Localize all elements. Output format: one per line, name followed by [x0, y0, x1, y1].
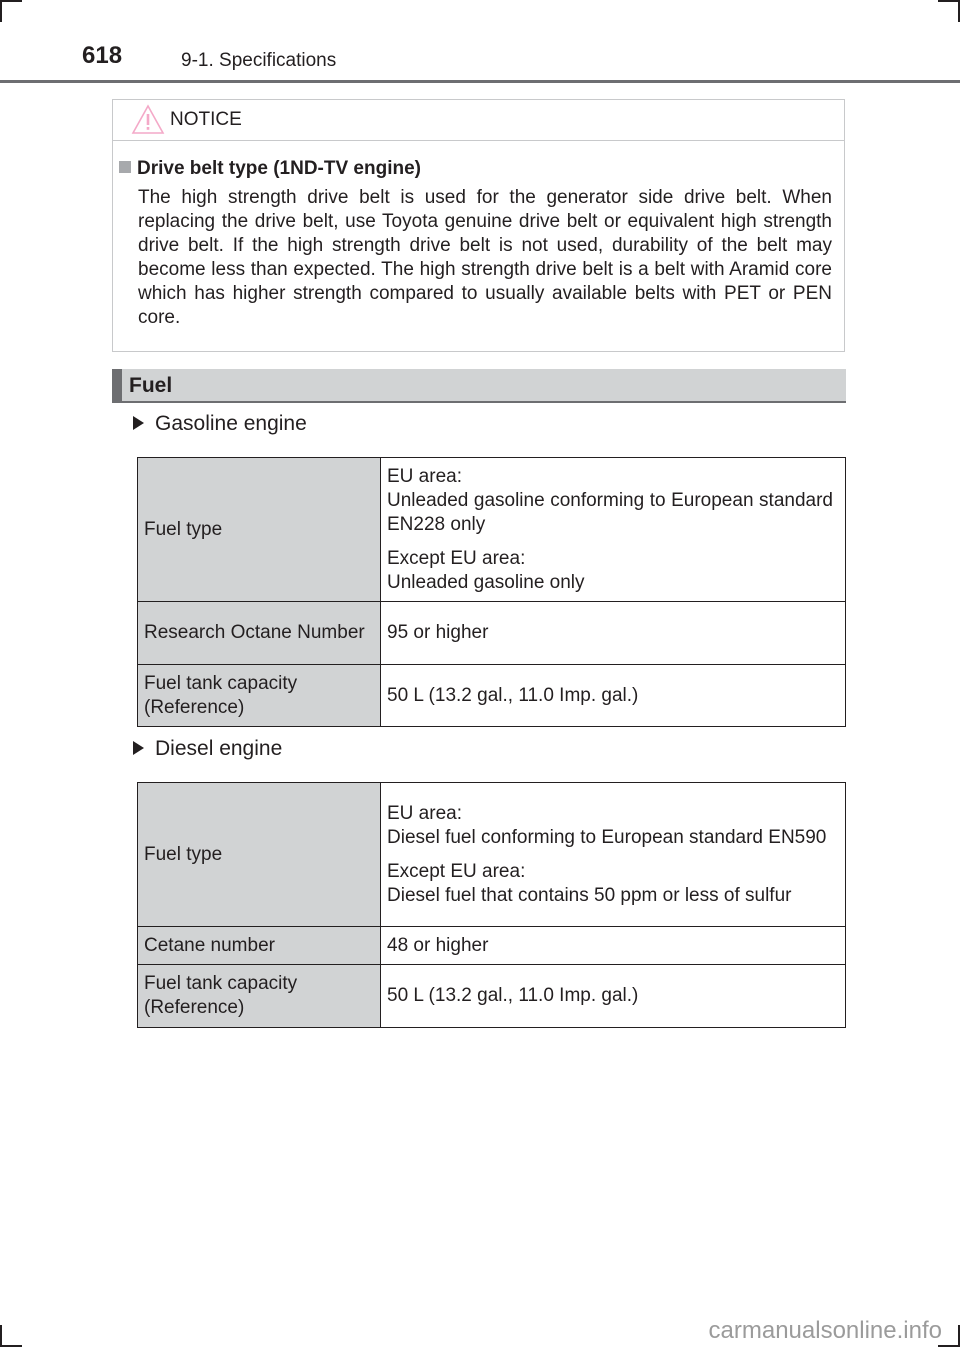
notice-label: NOTICE [170, 109, 242, 130]
spacer [387, 537, 833, 547]
diesel-subheading-text: Diesel engine [155, 737, 283, 760]
table-row [138, 602, 846, 665]
table-key: Fuel tank capacity (Reference) [138, 665, 381, 727]
notice-box [112, 99, 845, 352]
header-rule [0, 80, 960, 83]
table-row [138, 458, 846, 602]
gasoline-subheading [133, 412, 307, 436]
notice-body: The high strength drive belt is used for the generator side drive belt. When replacing the drive belt, use Toyota genuine drive belt or equivalent high strength drive belt. If the high strength drive belt is not used, durability of the belt may become less than expected. The high strength drive belt is a belt with Aramid core which has higher strength compared to usually available belts with PET or PEN core. [138, 187, 832, 328]
table-value: 95 or higher [381, 602, 846, 665]
triangle-bullet-icon [133, 741, 144, 755]
table-row [138, 783, 846, 927]
heading-accent [112, 369, 122, 403]
table-row [138, 965, 846, 1028]
table-key: Fuel type [138, 458, 381, 602]
notice-title-text: Drive belt type (1ND-TV engine) [137, 158, 421, 179]
eu-label: EU area: [387, 465, 462, 487]
other-label: Except EU area: [387, 547, 526, 569]
eu-value: Unleaded gasoline conforming to European standard EN228 only [387, 489, 833, 535]
eu-value: Diesel fuel conforming to European standard EN590 [387, 826, 827, 848]
crop-mark [0, 0, 22, 2]
table-key: Fuel type [138, 783, 381, 927]
table-value: 48 or higher [381, 927, 846, 965]
section-title: 9-1. Specifications [181, 50, 337, 71]
fuel-section-heading [112, 369, 846, 403]
table-row [138, 665, 846, 727]
other-value: Diesel fuel that contains 50 ppm or less of sulfur [387, 884, 792, 906]
eu-label: EU area: [387, 802, 462, 824]
table-value [381, 783, 846, 927]
gasoline-spec-table [137, 457, 846, 727]
watermark: carmanualsonline.info [708, 1317, 942, 1344]
table-key: Cetane number [138, 927, 381, 965]
table-value: 50 L (13.2 gal., 11.0 Imp. gal.) [381, 665, 846, 727]
notice-title [119, 158, 421, 180]
diesel-subheading [133, 737, 282, 761]
table-key: Research Octane Number [138, 602, 381, 665]
crop-mark [938, 0, 960, 2]
notice-header [113, 100, 844, 141]
page-number: 618 [82, 42, 123, 69]
table-value [381, 458, 846, 602]
square-bullet-icon [119, 161, 131, 173]
fuel-heading-text: Fuel [129, 374, 173, 397]
gasoline-subheading-text: Gasoline engine [155, 412, 307, 435]
crop-mark [0, 1325, 2, 1347]
crop-mark [0, 0, 2, 22]
table-row [138, 927, 846, 965]
other-label: Except EU area: [387, 860, 526, 882]
spacer [387, 850, 833, 860]
table-key: Fuel tank capacity (Reference) [138, 965, 381, 1028]
diesel-spec-table [137, 782, 846, 1028]
other-value: Unleaded gasoline only [387, 571, 585, 593]
warning-triangle-icon [131, 104, 165, 135]
triangle-bullet-icon [133, 416, 144, 430]
table-value: 50 L (13.2 gal., 11.0 Imp. gal.) [381, 965, 846, 1028]
